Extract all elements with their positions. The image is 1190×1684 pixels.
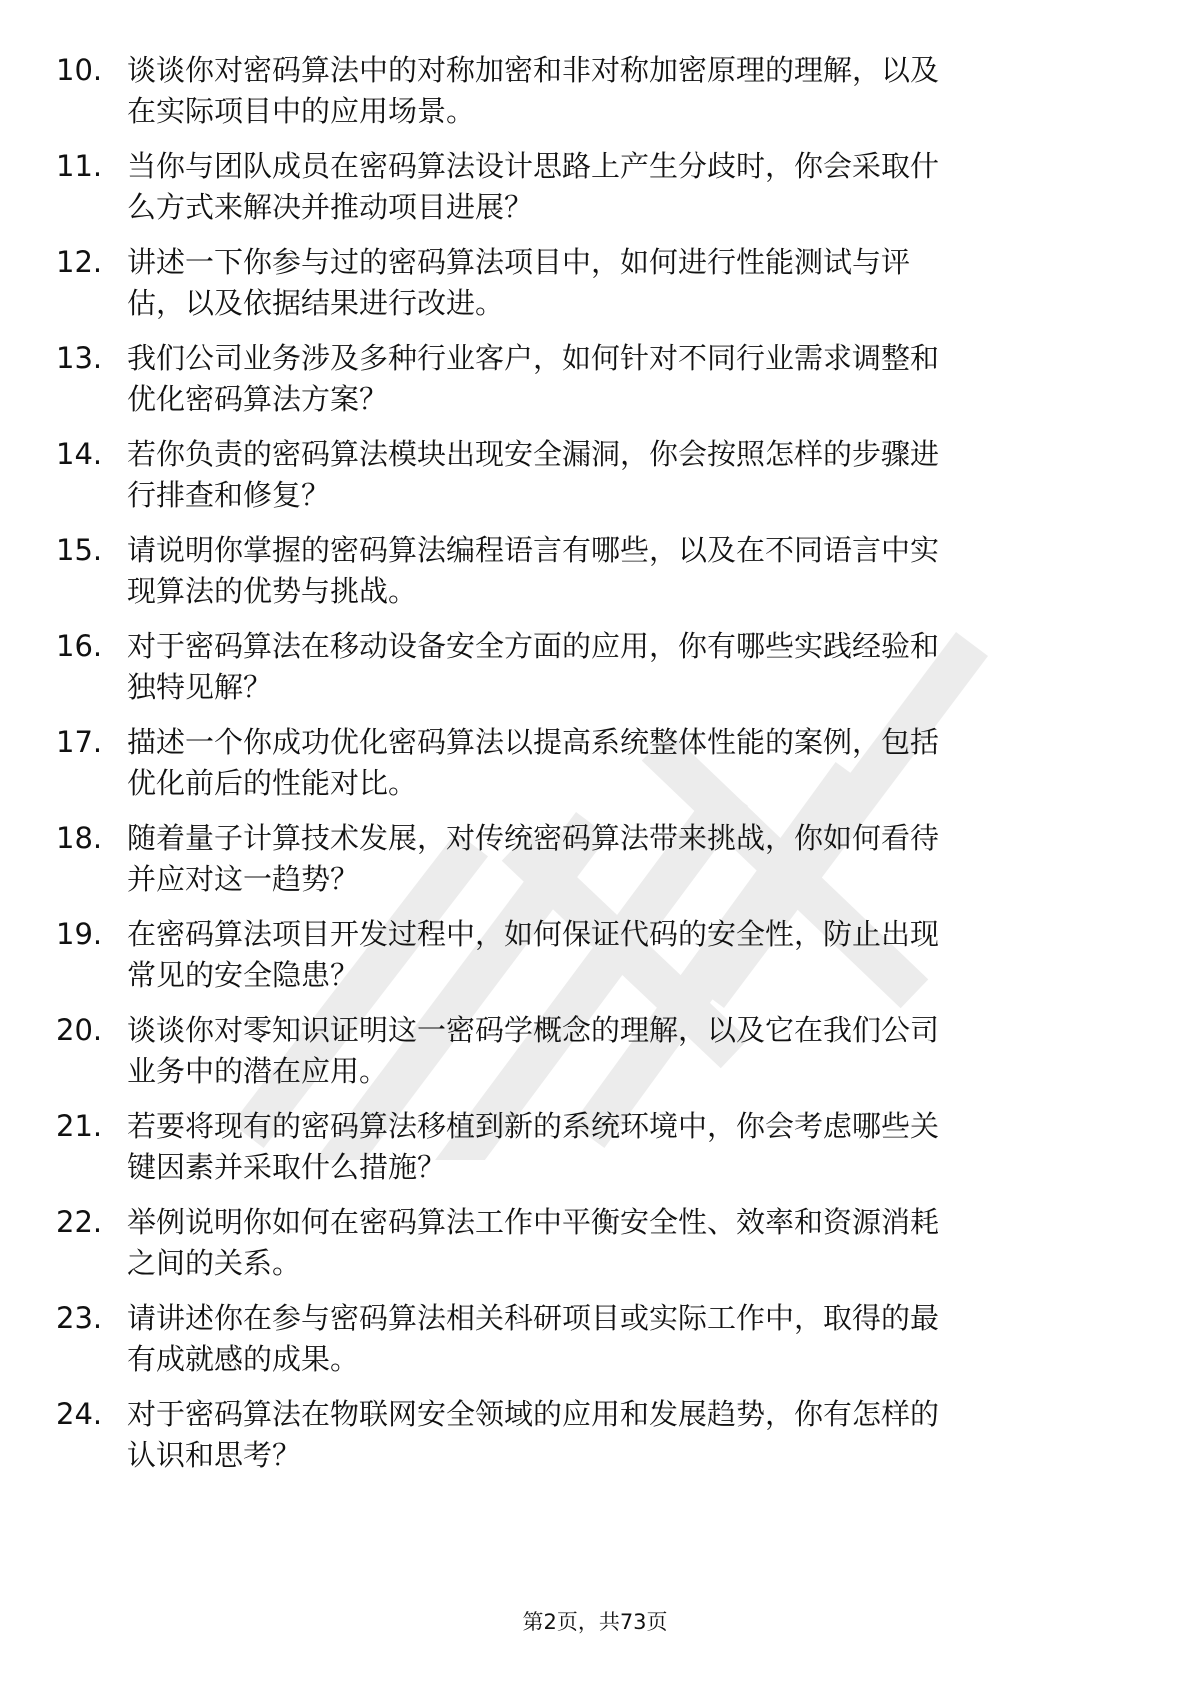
question-text-line: 描述一个你成功优化密码算法以提高系统整体性能的案例，包括 <box>127 725 940 759</box>
question-text-line: 常见的安全隐患？ <box>127 958 360 992</box>
question-text-line: 之间的关系。 <box>127 1246 302 1280</box>
question-number: 12. <box>56 245 103 279</box>
question-number: 13. <box>56 341 103 375</box>
question-text-line: 随着量子计算技术发展，对传统密码算法带来挑战，你如何看待 <box>127 821 940 855</box>
question-text-line: 请说明你掌握的密码算法编程语言有哪些，以及在不同语言中实 <box>127 533 940 567</box>
question-text-line: 在密码算法项目开发过程中，如何保证代码的安全性，防止出现 <box>127 917 940 951</box>
question-text-line: 若你负责的密码算法模块出现安全漏洞，你会按照怎样的步骤进 <box>127 437 940 471</box>
question-text-line: 请讲述你在参与密码算法相关科研项目或实际工作中，取得的最 <box>127 1301 940 1335</box>
question-number: 22. <box>56 1205 103 1239</box>
question-text-line: 讲述一下你参与过的密码算法项目中，如何进行性能测试与评 <box>127 245 911 279</box>
question-text-line: 优化密码算法方案？ <box>127 382 389 416</box>
question-text-line: 谈谈你对零知识证明这一密码学概念的理解，以及它在我们公司 <box>127 1013 940 1047</box>
question-number: 16. <box>56 629 103 663</box>
question-text-line: 对于密码算法在移动设备安全方面的应用，你有哪些实践经验和 <box>127 629 940 663</box>
question-number: 20. <box>56 1013 103 1047</box>
question-text-line: 若要将现有的密码算法移植到新的系统环境中，你会考虑哪些关 <box>127 1109 940 1143</box>
question-text-line: 键因素并采取什么措施？ <box>127 1150 447 1184</box>
question-text-line: 有成就感的成果。 <box>127 1342 360 1376</box>
question-text-line: 我们公司业务涉及多种行业客户，如何针对不同行业需求调整和 <box>127 341 940 375</box>
question-text-line: 行排查和修复？ <box>127 478 331 512</box>
question-text-line: 优化前后的性能对比。 <box>127 766 418 800</box>
question-text-line: 举例说明你如何在密码算法工作中平衡安全性、效率和资源消耗 <box>127 1205 940 1239</box>
page-number-footer: 第2页，共73页 <box>522 1610 668 1634</box>
question-number: 18. <box>56 821 103 855</box>
question-text-line: 独特见解？ <box>127 670 273 704</box>
question-text-line: 认识和思考？ <box>127 1438 302 1472</box>
question-number: 21. <box>56 1109 103 1143</box>
question-number: 17. <box>56 725 103 759</box>
question-text-line: 谈谈你对密码算法中的对称加密和非对称加密原理的理解，以及 <box>127 53 940 87</box>
question-text-line: 业务中的潜在应用。 <box>127 1054 389 1088</box>
question-number: 23. <box>56 1301 103 1335</box>
question-text-line: 对于密码算法在物联网安全领域的应用和发展趋势，你有怎样的 <box>127 1397 940 1431</box>
question-number: 11. <box>56 149 103 183</box>
question-number: 14. <box>56 437 103 471</box>
question-text-line: 现算法的优势与挑战。 <box>127 574 418 608</box>
question-text-line: 并应对这一趋势？ <box>127 862 360 896</box>
question-number: 10. <box>56 53 103 87</box>
question-number: 19. <box>56 917 103 951</box>
question-number: 24. <box>56 1397 103 1431</box>
question-text-line: 么方式来解决并推动项目进展？ <box>127 190 534 224</box>
question-text-line: 估，以及依据结果进行改进。 <box>127 286 505 320</box>
question-text-line: 在实际项目中的应用场景。 <box>127 94 476 128</box>
question-text-line: 当你与团队成员在密码算法设计思路上产生分歧时，你会采取什 <box>127 149 940 183</box>
question-number: 15. <box>56 533 103 567</box>
